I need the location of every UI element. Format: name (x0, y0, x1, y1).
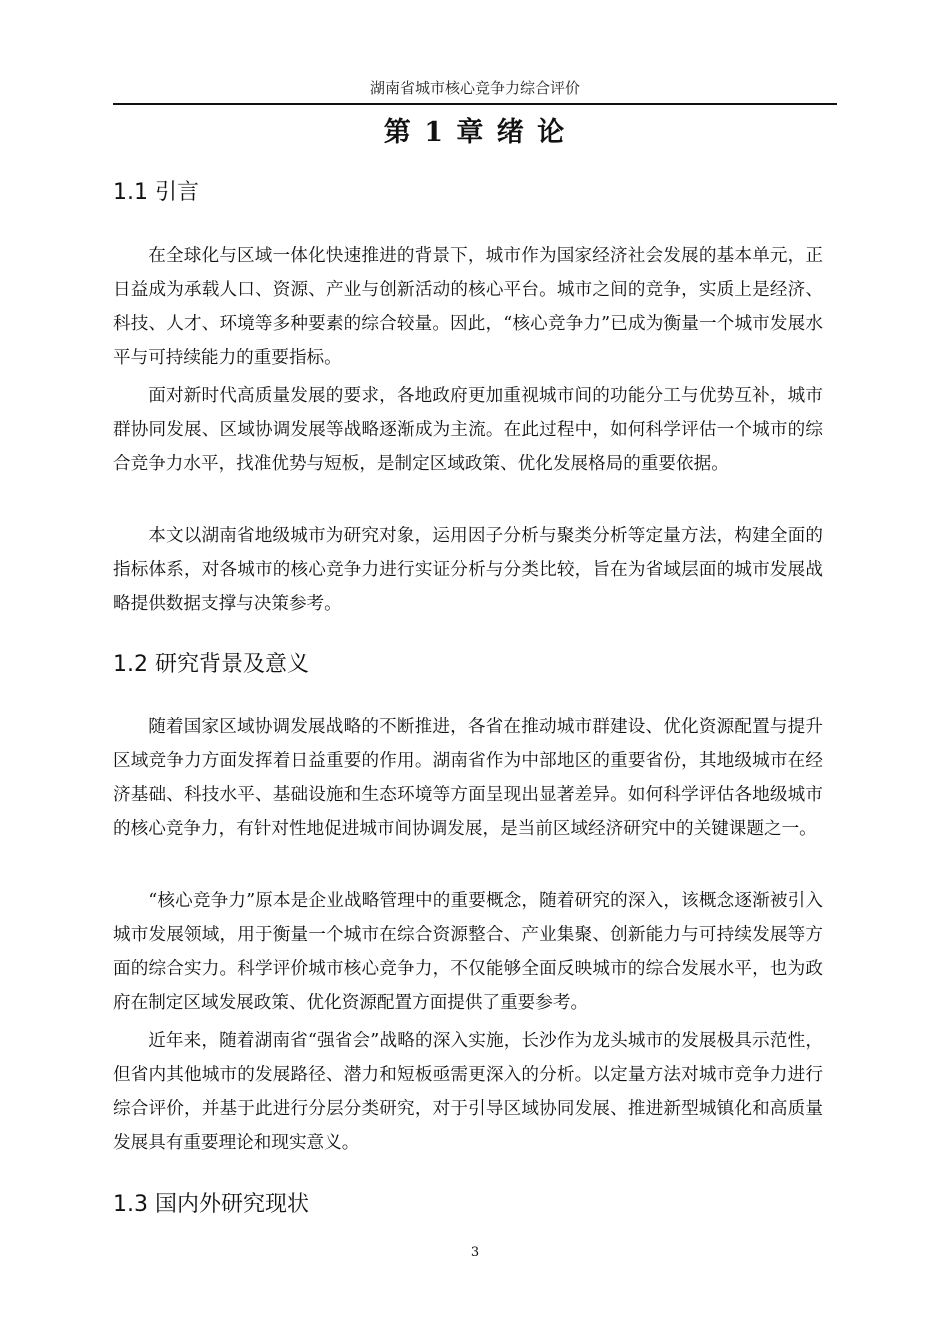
section-heading-1-3: 1.3 国内外研究现状 (113, 1192, 309, 1217)
paragraph-1-2-c: 近年来，随着湖南省“强省会”战略的深入实施，长沙作为龙头城市的发展极具示范性，但省内其他城市的发展路径、潜力和短板亟需更深入的分析。以定量方法对城市竞争力进行综合评价，并基于此进行分层分类研究，对于引导区域协同发展、推进新型城镇化和高质量发展具有重要理论和现实意义。 (113, 1031, 823, 1153)
paragraph-1-1-b: 面对新时代高质量发展的要求，各地政府更加重视城市间的功能分工与优势互补，城市群协同发展、区域协调发展等战略逐渐成为主流。在此过程中，如何科学评估一个城市的综合竞争力水平，找准优势与短板，是制定区域政策、优化发展格局的重要依据。 (113, 386, 823, 474)
paragraph-1-1-a: 在全球化与区域一体化快速推进的背景下，城市作为国家经济社会发展的基本单元，正日益成为承载人口、资源、产业与创新活动的核心平台。城市之间的竞争，实质上是经济、科技、人才、环境等多种要素的综合较量。因此，“核心竞争力”已成为衡量一个城市发展水平与可持续能力的重要指标。 (113, 246, 823, 368)
page-number: 3 (470, 1245, 480, 1260)
running-header: 湖南省城市核心竞争力综合评价 (369, 79, 580, 97)
section-heading-1-2: 1.2 研究背景及意义 (113, 652, 309, 677)
paragraph-1-2-b: “核心竞争力”原本是企业战略管理中的重要概念，随着研究的深入，该概念逐渐被引入城市发展领域，用于衡量一个城市在综合资源整合、产业集聚、创新能力与可持续发展等方面的综合实力。科学评价城市核心竞争力，不仅能够全面反映城市的综合发展水平，也为政府在制定区域发展政策、优化资源配置方面提供了重要参考。 (113, 891, 823, 1013)
paragraph-1-1-c: 本文以湖南省地级城市为研究对象，运用因子分析与聚类分析等定量方法，构建全面的指标体系，对各城市的核心竞争力进行实证分析与分类比较，旨在为省域层面的城市发展战略提供数据支撑与决策参考。 (113, 526, 823, 614)
header-divider (113, 103, 837, 105)
section-heading-1-1: 1.1 引言 (113, 180, 199, 205)
chapter-title: 第 1 章 绪 论 (383, 117, 567, 148)
paragraph-1-2-a: 随着国家区域协调发展战略的不断推进，各省在推动城市群建设、优化资源配置与提升区域竞争力方面发挥着日益重要的作用。湖南省作为中部地区的重要省份，其地级城市在经济基础、科技水平、基础设施和生态环境等方面呈现出显著差异。如何科学评估各地级城市的核心竞争力，有针对性地促进城市间协调发展，是当前区域经济研究中的关键课题之一。 (113, 717, 823, 839)
